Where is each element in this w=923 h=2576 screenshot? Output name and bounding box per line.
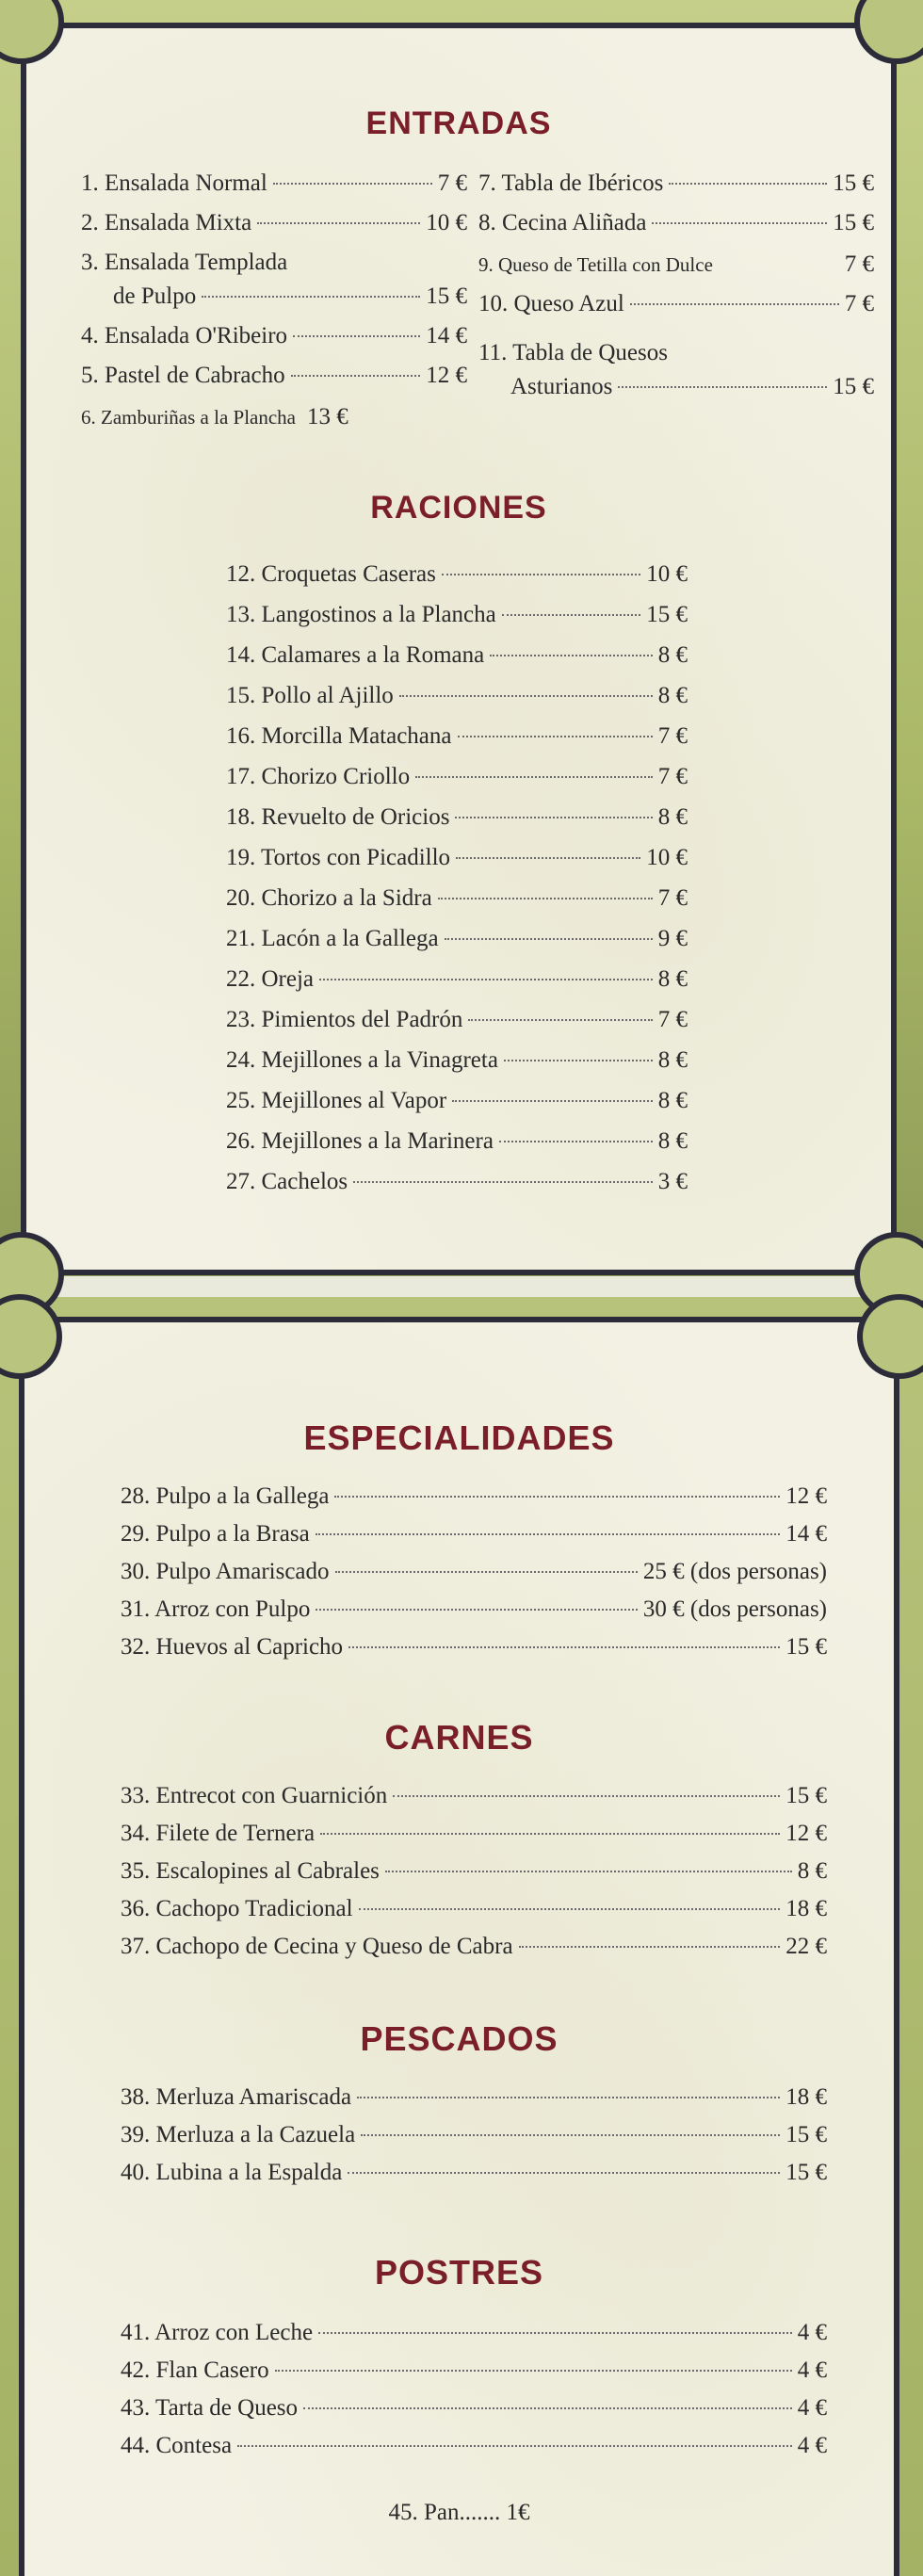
section-title-pescados: PESCADOS xyxy=(360,2019,559,2058)
menu-item: 28. Pulpo a la Gallega 12 € xyxy=(121,1483,827,1509)
menu-item: 16. Morcilla Matachana 7 € xyxy=(226,723,688,749)
section-title-especialidades: ESPECIALIDADES xyxy=(303,1418,615,1457)
menu-item: 42. Flan Casero 4 € xyxy=(121,2357,827,2383)
menu-item-line1: 3. Ensalada Templada xyxy=(81,250,288,275)
menu-item: 22. Oreja 8 € xyxy=(226,966,688,992)
menu-item: 32. Huevos al Capricho 15 € xyxy=(121,1634,827,1660)
menu-item: Asturianos 15 € xyxy=(510,374,874,399)
menu-item: 20. Chorizo a la Sidra 7 € xyxy=(226,885,688,911)
menu-item-line1: 11. Tabla de Quesos xyxy=(478,340,668,365)
menu-item: 39. Merluza a la Cazuela 15 € xyxy=(121,2122,827,2147)
menu-item: 5. Pastel de Cabracho 12 € xyxy=(81,363,467,388)
menu-item: 27. Cachelos 3 € xyxy=(226,1169,688,1194)
menu-item: 15. Pollo al Ajillo 8 € xyxy=(226,683,688,708)
menu-item: 8. Cecina Aliñada 15 € xyxy=(478,210,874,235)
menu-item: 9. Queso de Tetilla con Dulce 7 € xyxy=(478,251,874,277)
menu-item: 13. Langostinos a la Plancha 15 € xyxy=(226,602,688,627)
menu-item: 2. Ensalada Mixta 10 € xyxy=(81,210,467,235)
menu-page-top xyxy=(21,23,897,1275)
menu-item: 25. Mejillones al Vapor 8 € xyxy=(226,1088,688,1113)
menu-item: 35. Escalopines al Cabrales 8 € xyxy=(121,1858,827,1884)
menu-item: 43. Tarta de Queso 4 € xyxy=(121,2395,827,2421)
menu-item: 31. Arroz con Pulpo 30 € (dos personas) xyxy=(121,1596,827,1622)
menu-item: 10. Queso Azul 7 € xyxy=(478,291,874,316)
menu-item: 1. Ensalada Normal 7 € xyxy=(81,170,467,196)
menu-item: 21. Lacón a la Gallega 9 € xyxy=(226,926,688,951)
menu-item: 44. Contesa 4 € xyxy=(121,2433,827,2458)
section-title-postres: POSTRES xyxy=(374,2253,544,2292)
menu-item: 7. Tabla de Ibéricos 15 € xyxy=(478,170,874,196)
bread-item: 45. Pan....... 1€ xyxy=(388,2500,530,2525)
menu-item: 29. Pulpo a la Brasa 14 € xyxy=(121,1521,827,1547)
menu-item: 6. Zamburiñas a la Plancha 13 € xyxy=(81,404,348,429)
menu-item: 38. Merluza Amariscada 18 € xyxy=(121,2084,827,2110)
menu-item: 12. Croquetas Caseras 10 € xyxy=(226,561,688,587)
menu-item: 33. Entrecot con Guarnición 15 € xyxy=(121,1783,827,1808)
menu-item: 18. Revuelto de Oricios 8 € xyxy=(226,804,688,830)
section-title-carnes: CARNES xyxy=(384,1718,534,1757)
menu-item: 19. Tortos con Picadillo 10 € xyxy=(226,845,688,870)
menu-item: 30. Pulpo Amariscado 25 € (dos personas) xyxy=(121,1559,827,1584)
menu-item: 4. Ensalada O'Ribeiro 14 € xyxy=(81,323,467,348)
menu-item: 26. Mejillones a la Marinera 8 € xyxy=(226,1128,688,1154)
menu-item: de Pulpo 15 € xyxy=(113,284,467,309)
menu-item: 14. Calamares a la Romana 8 € xyxy=(226,642,688,668)
menu-page-bottom xyxy=(19,1317,899,2576)
menu-item: 24. Mejillones a la Vinagreta 8 € xyxy=(226,1047,688,1073)
menu-item: 17. Chorizo Criollo 7 € xyxy=(226,764,688,789)
section-title-raciones: RACIONES xyxy=(370,490,547,526)
page-gap xyxy=(0,1276,923,1297)
menu-item: 36. Cachopo Tradicional 18 € xyxy=(121,1896,827,1921)
section-title-entradas: ENTRADAS xyxy=(365,105,552,141)
menu-item: 23. Pimientos del Padrón 7 € xyxy=(226,1007,688,1032)
menu-item: 40. Lubina a la Espalda 15 € xyxy=(121,2160,827,2185)
menu-item: 34. Filete de Ternera 12 € xyxy=(121,1821,827,1846)
menu-item: 37. Cachopo de Cecina y Queso de Cabra 22 € xyxy=(121,1934,827,1959)
menu-item: 41. Arroz con Leche 4 € xyxy=(121,2320,827,2345)
